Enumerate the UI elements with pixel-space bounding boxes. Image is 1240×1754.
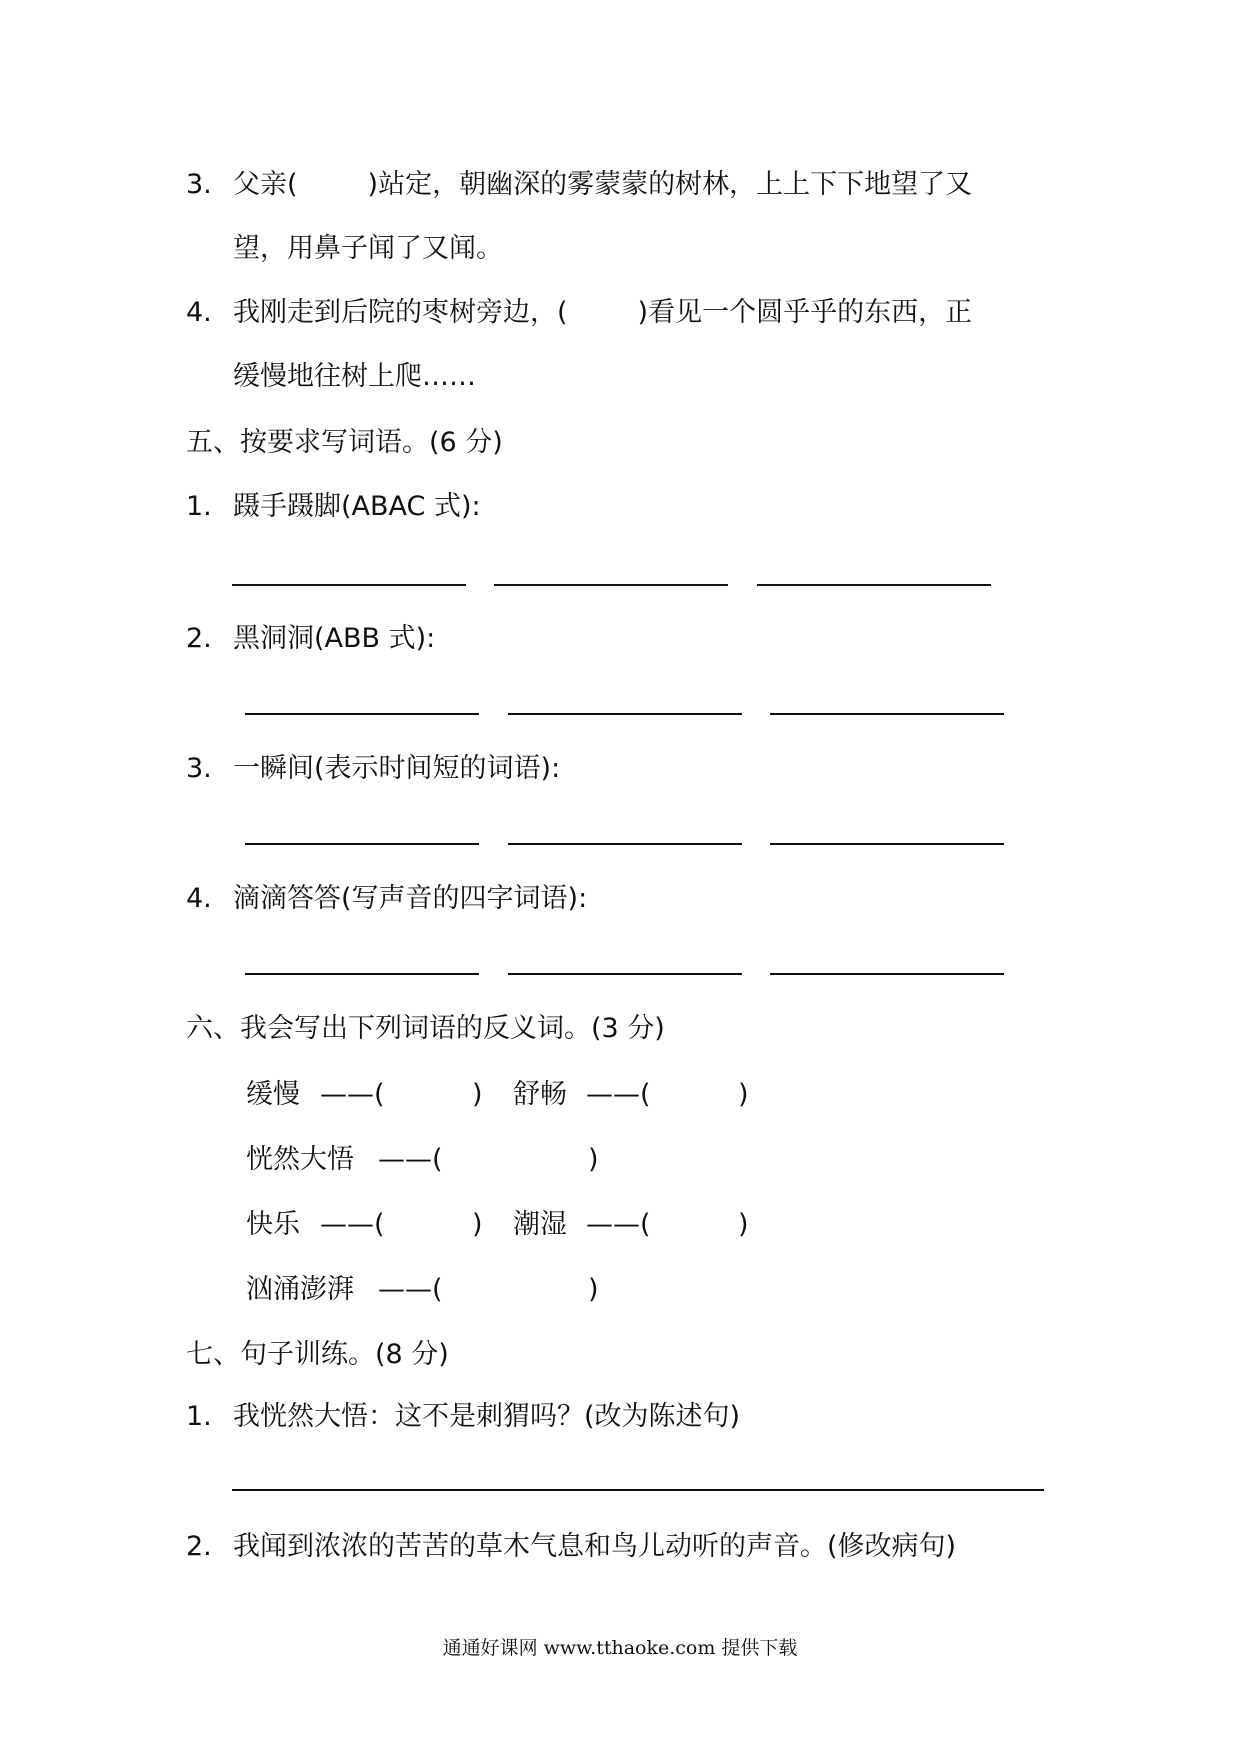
answer-line[interactable]	[245, 843, 479, 845]
question-text: 蹑手蹑脚(ABAC 式):	[233, 491, 481, 522]
question-number: 1.	[186, 491, 212, 522]
antonym-close: )	[588, 1144, 599, 1175]
question-text: 我刚走到后院的枣树旁边，( )看见一个圆乎乎的东西，正	[233, 297, 973, 328]
antonym-close: )	[738, 1079, 749, 1110]
question-text: 一瞬间(表示时间短的词语):	[233, 753, 561, 784]
antonym-word: 舒畅	[513, 1079, 567, 1110]
answer-line[interactable]	[770, 843, 1004, 845]
antonym-word: 恍然大悟	[246, 1144, 354, 1175]
question-text: 黑洞洞(ABB 式):	[233, 623, 436, 654]
antonym-close: )	[472, 1079, 483, 1110]
question-text-cont: 缓慢地往树上爬……	[233, 361, 476, 392]
question-text-cont: 望，用鼻子闻了又闻。	[233, 233, 503, 264]
answer-line[interactable]	[232, 584, 466, 586]
antonym-close: )	[588, 1274, 599, 1305]
page-footer: 通通好课网 www.tthaoke.com 提供下载	[442, 1637, 798, 1659]
antonym-word: 缓慢	[246, 1079, 300, 1110]
answer-line[interactable]	[494, 584, 728, 586]
answer-line[interactable]	[508, 843, 742, 845]
question-text: 父亲( )站定，朝幽深的雾蒙蒙的树林，上上下下地望了又	[233, 169, 973, 200]
antonym-dash: ——(	[586, 1079, 651, 1110]
section-title: 六、我会写出下列词语的反义词。(3 分)	[186, 1013, 665, 1044]
question-number: 2.	[186, 1531, 212, 1562]
question-text: 我闻到浓浓的苦苦的草木气息和鸟儿动听的声音。(修改病句)	[233, 1531, 957, 1562]
question-number: 2.	[186, 623, 212, 654]
section-title: 五、按要求写词语。(6 分)	[186, 427, 503, 458]
antonym-word: 汹涌澎湃	[246, 1274, 354, 1305]
answer-line[interactable]	[508, 973, 742, 975]
antonym-dash: ——(	[378, 1274, 443, 1305]
question-number: 4.	[186, 297, 212, 328]
section-title: 七、句子训练。(8 分)	[186, 1339, 449, 1370]
antonym-close: )	[738, 1209, 749, 1240]
answer-line[interactable]	[757, 584, 991, 586]
question-number: 1.	[186, 1401, 212, 1432]
question-text: 我恍然大悟：这不是刺猬吗？(改为陈述句)	[233, 1401, 741, 1432]
answer-line[interactable]	[245, 713, 479, 715]
antonym-close: )	[472, 1209, 483, 1240]
answer-line[interactable]	[232, 1489, 1044, 1491]
question-text: 滴滴答答(写声音的四字词语):	[233, 883, 588, 914]
answer-line[interactable]	[770, 973, 1004, 975]
antonym-word: 潮湿	[513, 1209, 567, 1240]
antonym-dash: ——(	[320, 1079, 385, 1110]
answer-line[interactable]	[508, 713, 742, 715]
antonym-dash: ——(	[320, 1209, 385, 1240]
answer-line[interactable]	[770, 713, 1004, 715]
question-number: 3.	[186, 169, 212, 200]
antonym-dash: ——(	[378, 1144, 443, 1175]
antonym-dash: ——(	[586, 1209, 651, 1240]
answer-line[interactable]	[245, 973, 479, 975]
question-number: 4.	[186, 883, 212, 914]
antonym-word: 快乐	[246, 1209, 300, 1240]
question-number: 3.	[186, 753, 212, 784]
